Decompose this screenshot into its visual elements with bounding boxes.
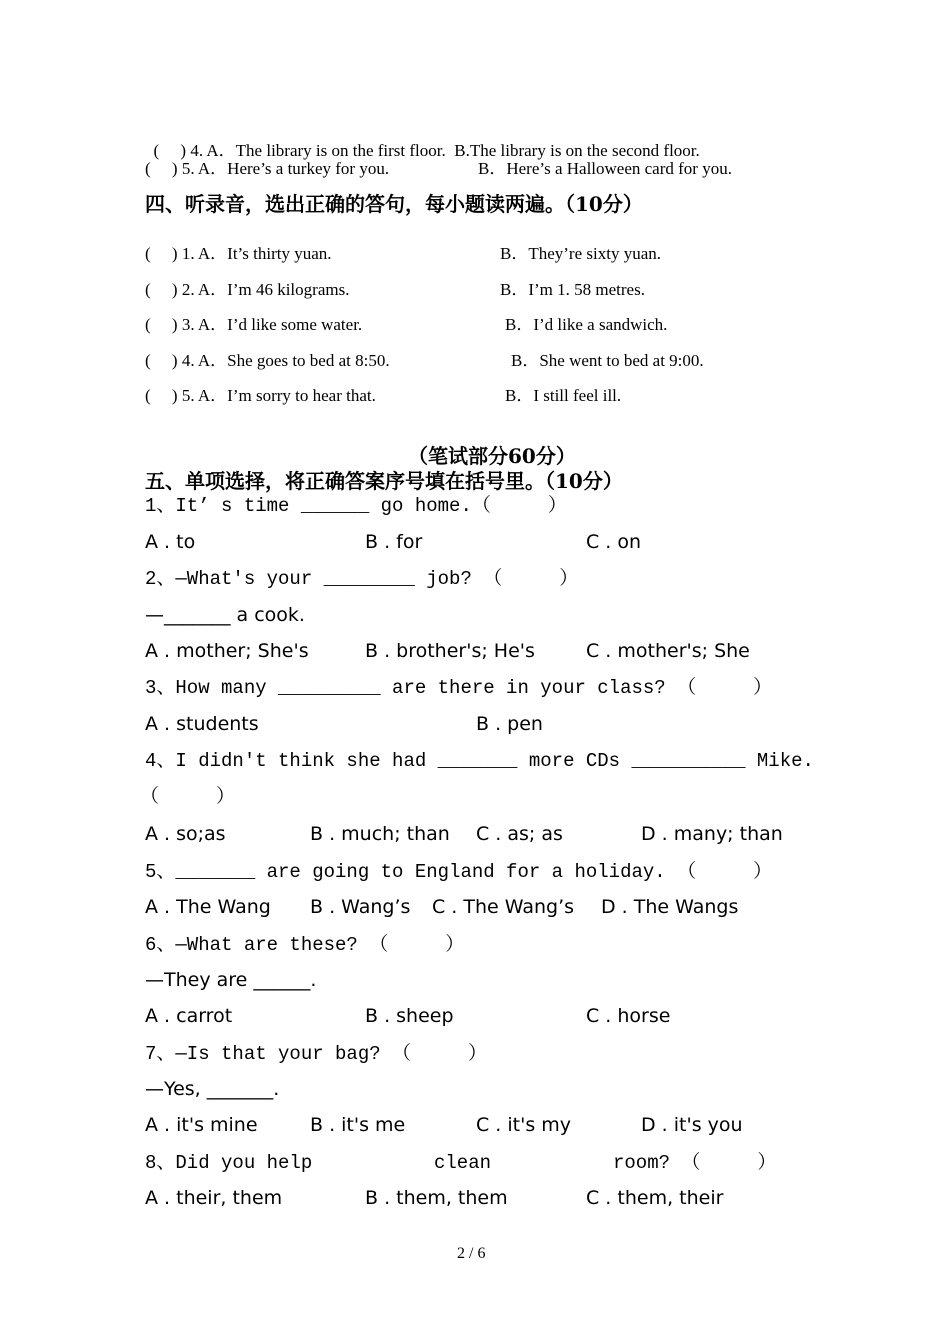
q8-option-b: B . them, them	[365, 1187, 508, 1209]
q8-option-c: C . them, their	[586, 1187, 724, 1209]
s4-q5-a: ( ) 5. A．I’m sorry to hear that.	[145, 386, 376, 405]
q4-option-a: A . so;as	[145, 823, 226, 845]
q2-option-a: A . mother; She's	[145, 640, 309, 662]
q7-option-b: B . it's me	[310, 1114, 406, 1136]
written-part-title: （笔试部分60分）	[408, 444, 576, 468]
q1-option-b: B . for	[365, 531, 423, 553]
listening-q4-options	[145, 125, 700, 159]
page-number: 2 / 6	[457, 1245, 486, 1262]
q7-reply: —Yes, _______.	[145, 1078, 280, 1100]
q4-option-d: D . many; than	[641, 823, 783, 845]
listening-q5-option-b: B．Here’s a Halloween card for you.	[478, 159, 732, 178]
q8-stem-start: 8、Did you help	[145, 1152, 313, 1174]
s4-q1-a: ( ) 1. A．It’s thirty yuan.	[145, 244, 332, 263]
option-b: B.The library is on the second floor.	[454, 141, 700, 160]
q3-stem: 3、How many _________ are there in your class? （ ）	[145, 677, 773, 699]
option-a: ( ) 4. A．The library is on the first floor.	[153, 141, 446, 160]
s4-q5-b: B．I still feel ill.	[505, 386, 622, 405]
q6-option-a: A . carrot	[145, 1005, 233, 1027]
q2-reply: —_______ a cook.	[145, 604, 305, 626]
listening-q5-option-a: ( ) 5. A．Here’s a turkey for you.	[145, 159, 390, 178]
q2-option-c: C . mother's; She	[586, 640, 750, 662]
q6-reply: —They are ______.	[145, 969, 317, 991]
q7-option-d: D . it's you	[641, 1114, 743, 1136]
q5-option-b: B . Wang’s	[310, 896, 411, 918]
q4-option-b: B . much; than	[310, 823, 450, 845]
q1-stem: 1、It’ s time ______ go home.（ ）	[145, 495, 567, 517]
q7-stem: 7、—Is that your bag? （ ）	[145, 1043, 488, 1065]
q3-option-b: B . pen	[476, 713, 543, 735]
q5-option-d: D . The Wangs	[601, 896, 739, 918]
q7-option-c: C . it's my	[476, 1114, 572, 1136]
s4-q2-b: B．I’m 1. 58 metres.	[500, 280, 645, 299]
s4-q4-b: B．She went to bed at 9:00.	[511, 351, 704, 370]
q2-stem: 2、—What's your ________ job? （ ）	[145, 568, 579, 590]
q7-option-a: A . it's mine	[145, 1114, 258, 1136]
s4-q3-a: ( ) 3. A．I’d like some water.	[145, 315, 363, 334]
s4-q1-b: B．They’re sixty yuan.	[500, 244, 661, 263]
q5-option-c: C . The Wang’s	[432, 896, 575, 918]
section5-title: 五、单项选择，将正确答案序号填在括号里。（10分）	[145, 469, 623, 493]
q8-stem-middle: clean	[434, 1152, 492, 1174]
q5-stem: 5、_______ are going to England for a holiday. （ ）	[145, 861, 773, 883]
q3-option-a: A . students	[145, 713, 259, 735]
q8-option-a: A . their, them	[145, 1187, 283, 1209]
q5-option-a: A . The Wang	[145, 896, 271, 918]
q6-stem: 6、—What are these? （ ）	[145, 934, 465, 956]
q6-option-b: B . sheep	[365, 1005, 454, 1027]
q6-option-c: C . horse	[586, 1005, 671, 1027]
q1-option-a: A . to	[145, 531, 196, 553]
s4-q3-b: B．I’d like a sandwich.	[505, 315, 668, 334]
section4-title: 四、听录音，选出正确的答句，每小题读两遍。（10分）	[145, 192, 643, 216]
q2-option-b: B . brother's; He's	[365, 640, 535, 662]
q4-option-c: C . as; as	[476, 823, 563, 845]
s4-q2-a: ( ) 2. A．I’m 46 kilograms.	[145, 280, 350, 299]
q1-option-c: C . on	[586, 531, 642, 553]
q8-stem-end: room? （ ）	[613, 1152, 777, 1174]
q4-stem: 4、I didn't think she had _______ more CDs __________ Mike.	[145, 750, 814, 772]
q4-stem-paren: （ ）	[140, 786, 236, 808]
s4-q4-a: ( ) 4. A．She goes to bed at 8:50.	[145, 351, 390, 370]
